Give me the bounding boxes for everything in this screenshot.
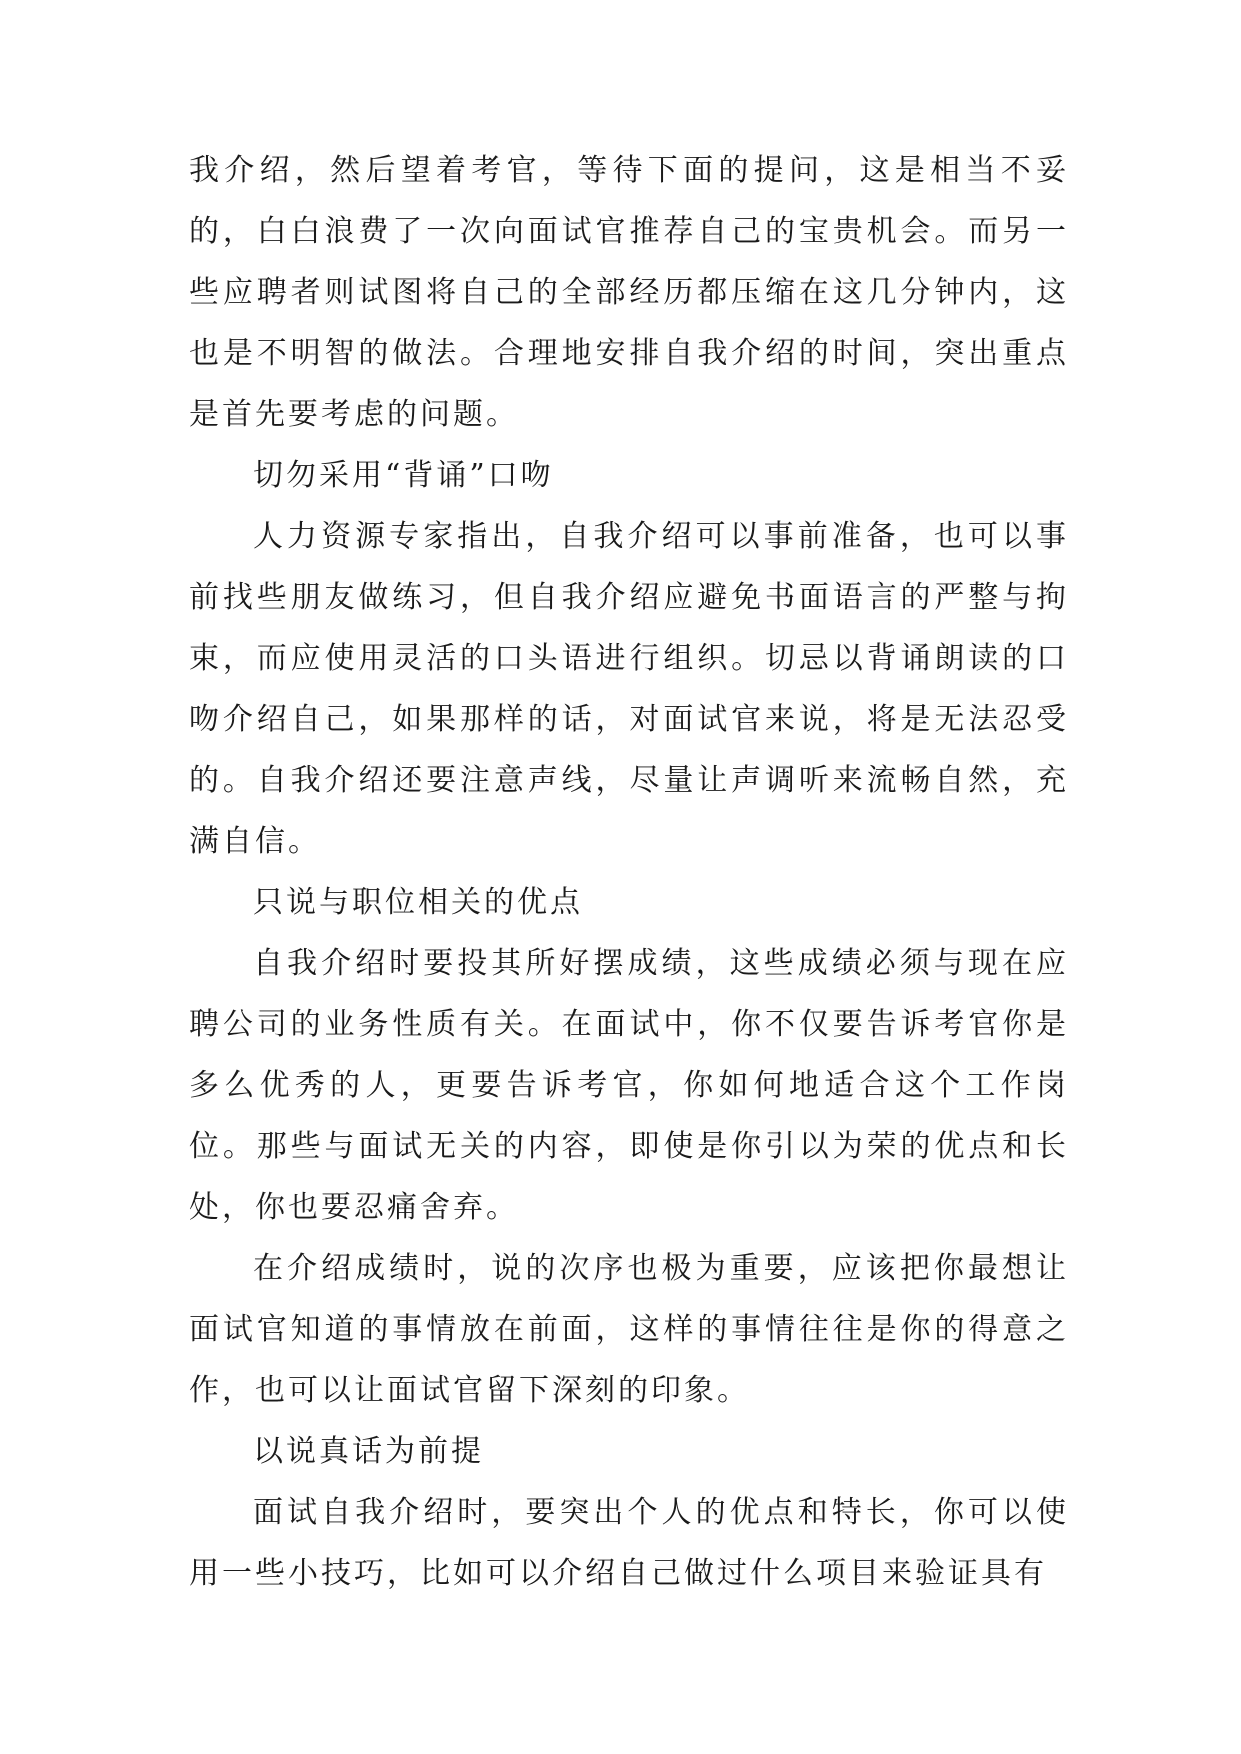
paragraph-order-of-achievements: 在介绍成绩时，说的次序也极为重要，应该把你最想让面试官知道的事情放在前面，这样的事情往往是你的得意之作，也可以让面试官留下深刻的印象。: [189, 1251, 1069, 1408]
paragraph-truthfulness: 面试自我介绍时，要突出个人的优点和特长，你可以使用一些小技巧，比如可以介绍自己做过什么项目来验证具有: [189, 1495, 1069, 1591]
section-heading-relevant-strengths: 只说与职位相关的优点: [253, 885, 583, 920]
section-heading-recitation: 切勿采用“背诵”口吻: [253, 458, 554, 493]
section-heading-truthfulness: 以说真话为前提: [253, 1434, 484, 1469]
paragraph-relevant-strengths: 自我介绍时要投其所好摆成绩，这些成绩必须与现在应聘公司的业务性质有关。在面试中，你不仅要告诉考官你是多么优秀的人，更要告诉考官，你如何地适合这个工作岗位。那些与面试无关的内容，即使是你引以为荣的优点和长处，你也要忍痛舍弃。: [189, 946, 1069, 1225]
document-body: [189, 140, 1069, 1604]
paragraph-continued: 我介绍，然后望着考官，等待下面的提问，这是相当不妥的，白白浪费了一次向面试官推荐自己的宝贵机会。而另一些应聘者则试图将自己的全部经历都压缩在这几分钟内，这也是不明智的做法。合理地安排自我介绍的时间，突出重点是首先要考虑的问题。: [189, 153, 1069, 432]
paragraph-recitation: 人力资源专家指出，自我介绍可以事前准备，也可以事前找些朋友做练习，但自我介绍应避免书面语言的严整与拘束，而应使用灵活的口头语进行组织。切忌以背诵朗读的口吻介绍自己，如果那样的话，对面试官来说，将是无法忍受的。自我介绍还要注意声线，尽量让声调听来流畅自然，充满自信。: [189, 519, 1069, 859]
